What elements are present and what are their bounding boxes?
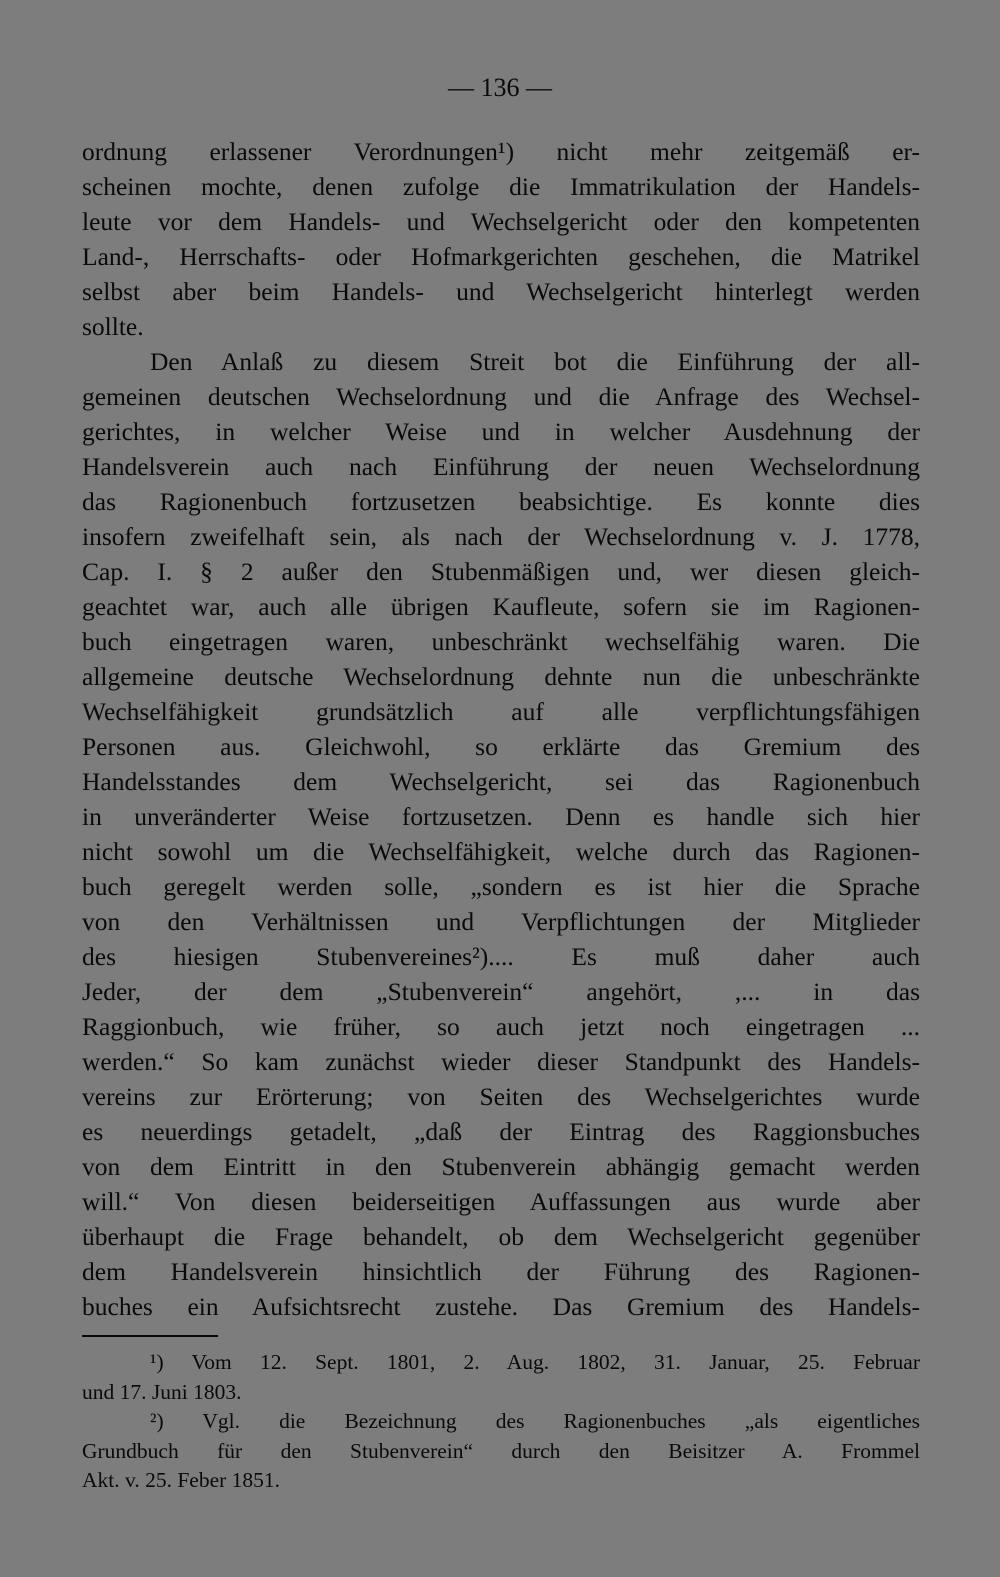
text-line: überhaupt die Frage behandelt, ob dem Wechselgericht gegenüber [82, 1222, 920, 1251]
text-line: nicht sowohl um die Wechselfähigkeit, welche durch das Ragionen- [82, 837, 920, 866]
page-number: — 136 — [448, 73, 552, 102]
text-line: will.“ Von diesen beiderseitigen Auffassungen aus wurde aber [82, 1187, 920, 1216]
text-line: buch eingetragen waren, unbeschränkt wechselfähig waren. Die [82, 627, 920, 656]
text-line: Den Anlaß zu diesem Streit bot die Einführung der all- [150, 347, 920, 376]
text-line: buch geregelt werden solle, „sondern es ist hier die Sprache [82, 872, 920, 901]
text-line: Cap. I. § 2 außer den Stubenmäßigen und, wer diesen gleich- [82, 557, 920, 586]
text-line: Land-, Herrschafts- oder Hofmarkgerichten geschehen, die Matrikel [82, 242, 920, 271]
footnote-line: und 17. Juni 1803. [82, 1379, 242, 1404]
text-line: werden.“ So kam zunächst wieder dieser Standpunkt des Handels- [82, 1047, 920, 1076]
text-line: Jeder, der dem „Stubenverein“ angehört, ,... in das [82, 977, 920, 1006]
text-line: gerichtes, in welcher Weise und in welcher Ausdehnung der [82, 417, 920, 446]
text-line: Wechselfähigkeit grundsätzlich auf alle verpflichtungsfähigen [82, 697, 920, 726]
text-line: sollte. [82, 312, 144, 341]
text-line: gemeinen deutschen Wechselordnung und die Anfrage des Wechsel- [82, 382, 920, 411]
text-line: vereins zur Erörterung; von Seiten des Wechselgerichtes wurde [82, 1082, 920, 1111]
text-line: ordnung erlassener Verordnungen¹) nicht mehr zeitgemäß er- [82, 137, 920, 166]
main-text [82, 134, 920, 1324]
text-line: es neuerdings getadelt, „daß der Eintrag des Raggionsbuches [82, 1117, 920, 1146]
text-line: von dem Eintritt in den Stubenverein abhängig gemacht werden [82, 1152, 920, 1181]
text-line: Handelsstandes dem Wechselgericht, sei das Ragionenbuch [82, 767, 920, 796]
text-line: buches ein Aufsichtsrecht zustehe. Das Gremium des Handels- [82, 1292, 920, 1321]
footnote-line: ¹) Vom 12. Sept. 1801, 2. Aug. 1802, 31. Januar, 25. Februar [150, 1350, 920, 1374]
text-line: geachtet war, auch alle übrigen Kaufleute, sofern sie im Ragionen- [82, 592, 920, 621]
text-line: scheinen mochte, denen zufolge die Immatrikulation der Handels- [82, 172, 920, 201]
text-line: von den Verhältnissen und Verpflichtungen der Mitglieder [82, 907, 920, 936]
text-line: des hiesigen Stubenvereines²).... Es muß daher auch [82, 942, 920, 971]
text-line: das Ragionenbuch fortzusetzen beabsichtige. Es konnte dies [82, 487, 920, 516]
text-line: dem Handelsverein hinsichtlich der Führung des Ragionen- [82, 1257, 920, 1286]
text-line: insofern zweifelhaft sein, als nach der Wechselordnung v. J. 1778, [82, 522, 920, 551]
text-line: allgemeine deutsche Wechselordnung dehnte nun die unbeschränkte [82, 662, 920, 691]
footnote-line: Grundbuch für den Stubenverein“ durch den Beisitzer A. Frommel [82, 1438, 920, 1463]
text-line: in unveränderter Weise fortzusetzen. Denn es handle sich hier [82, 802, 920, 831]
text-line: Handelsverein auch nach Einführung der neuen Wechselordnung [82, 452, 920, 481]
text-line: Raggionbuch, wie früher, so auch jetzt noch eingetragen ... [82, 1012, 920, 1041]
footnote-divider [82, 1335, 218, 1337]
text-line: leute vor dem Handels- und Wechselgericht oder den kompetenten [82, 207, 920, 236]
footnote-line: ²) Vgl. die Bezeichnung des Ragionenbuches „als eigentliches [150, 1409, 920, 1433]
text-line: Personen aus. Gleichwohl, so erklärte das Gremium des [82, 732, 920, 761]
footnotes [82, 1348, 920, 1496]
footnote-line: Akt. v. 25. Feber 1851. [82, 1468, 281, 1492]
text-line: selbst aber beim Handels- und Wechselgericht hinterlegt werden [82, 277, 920, 306]
